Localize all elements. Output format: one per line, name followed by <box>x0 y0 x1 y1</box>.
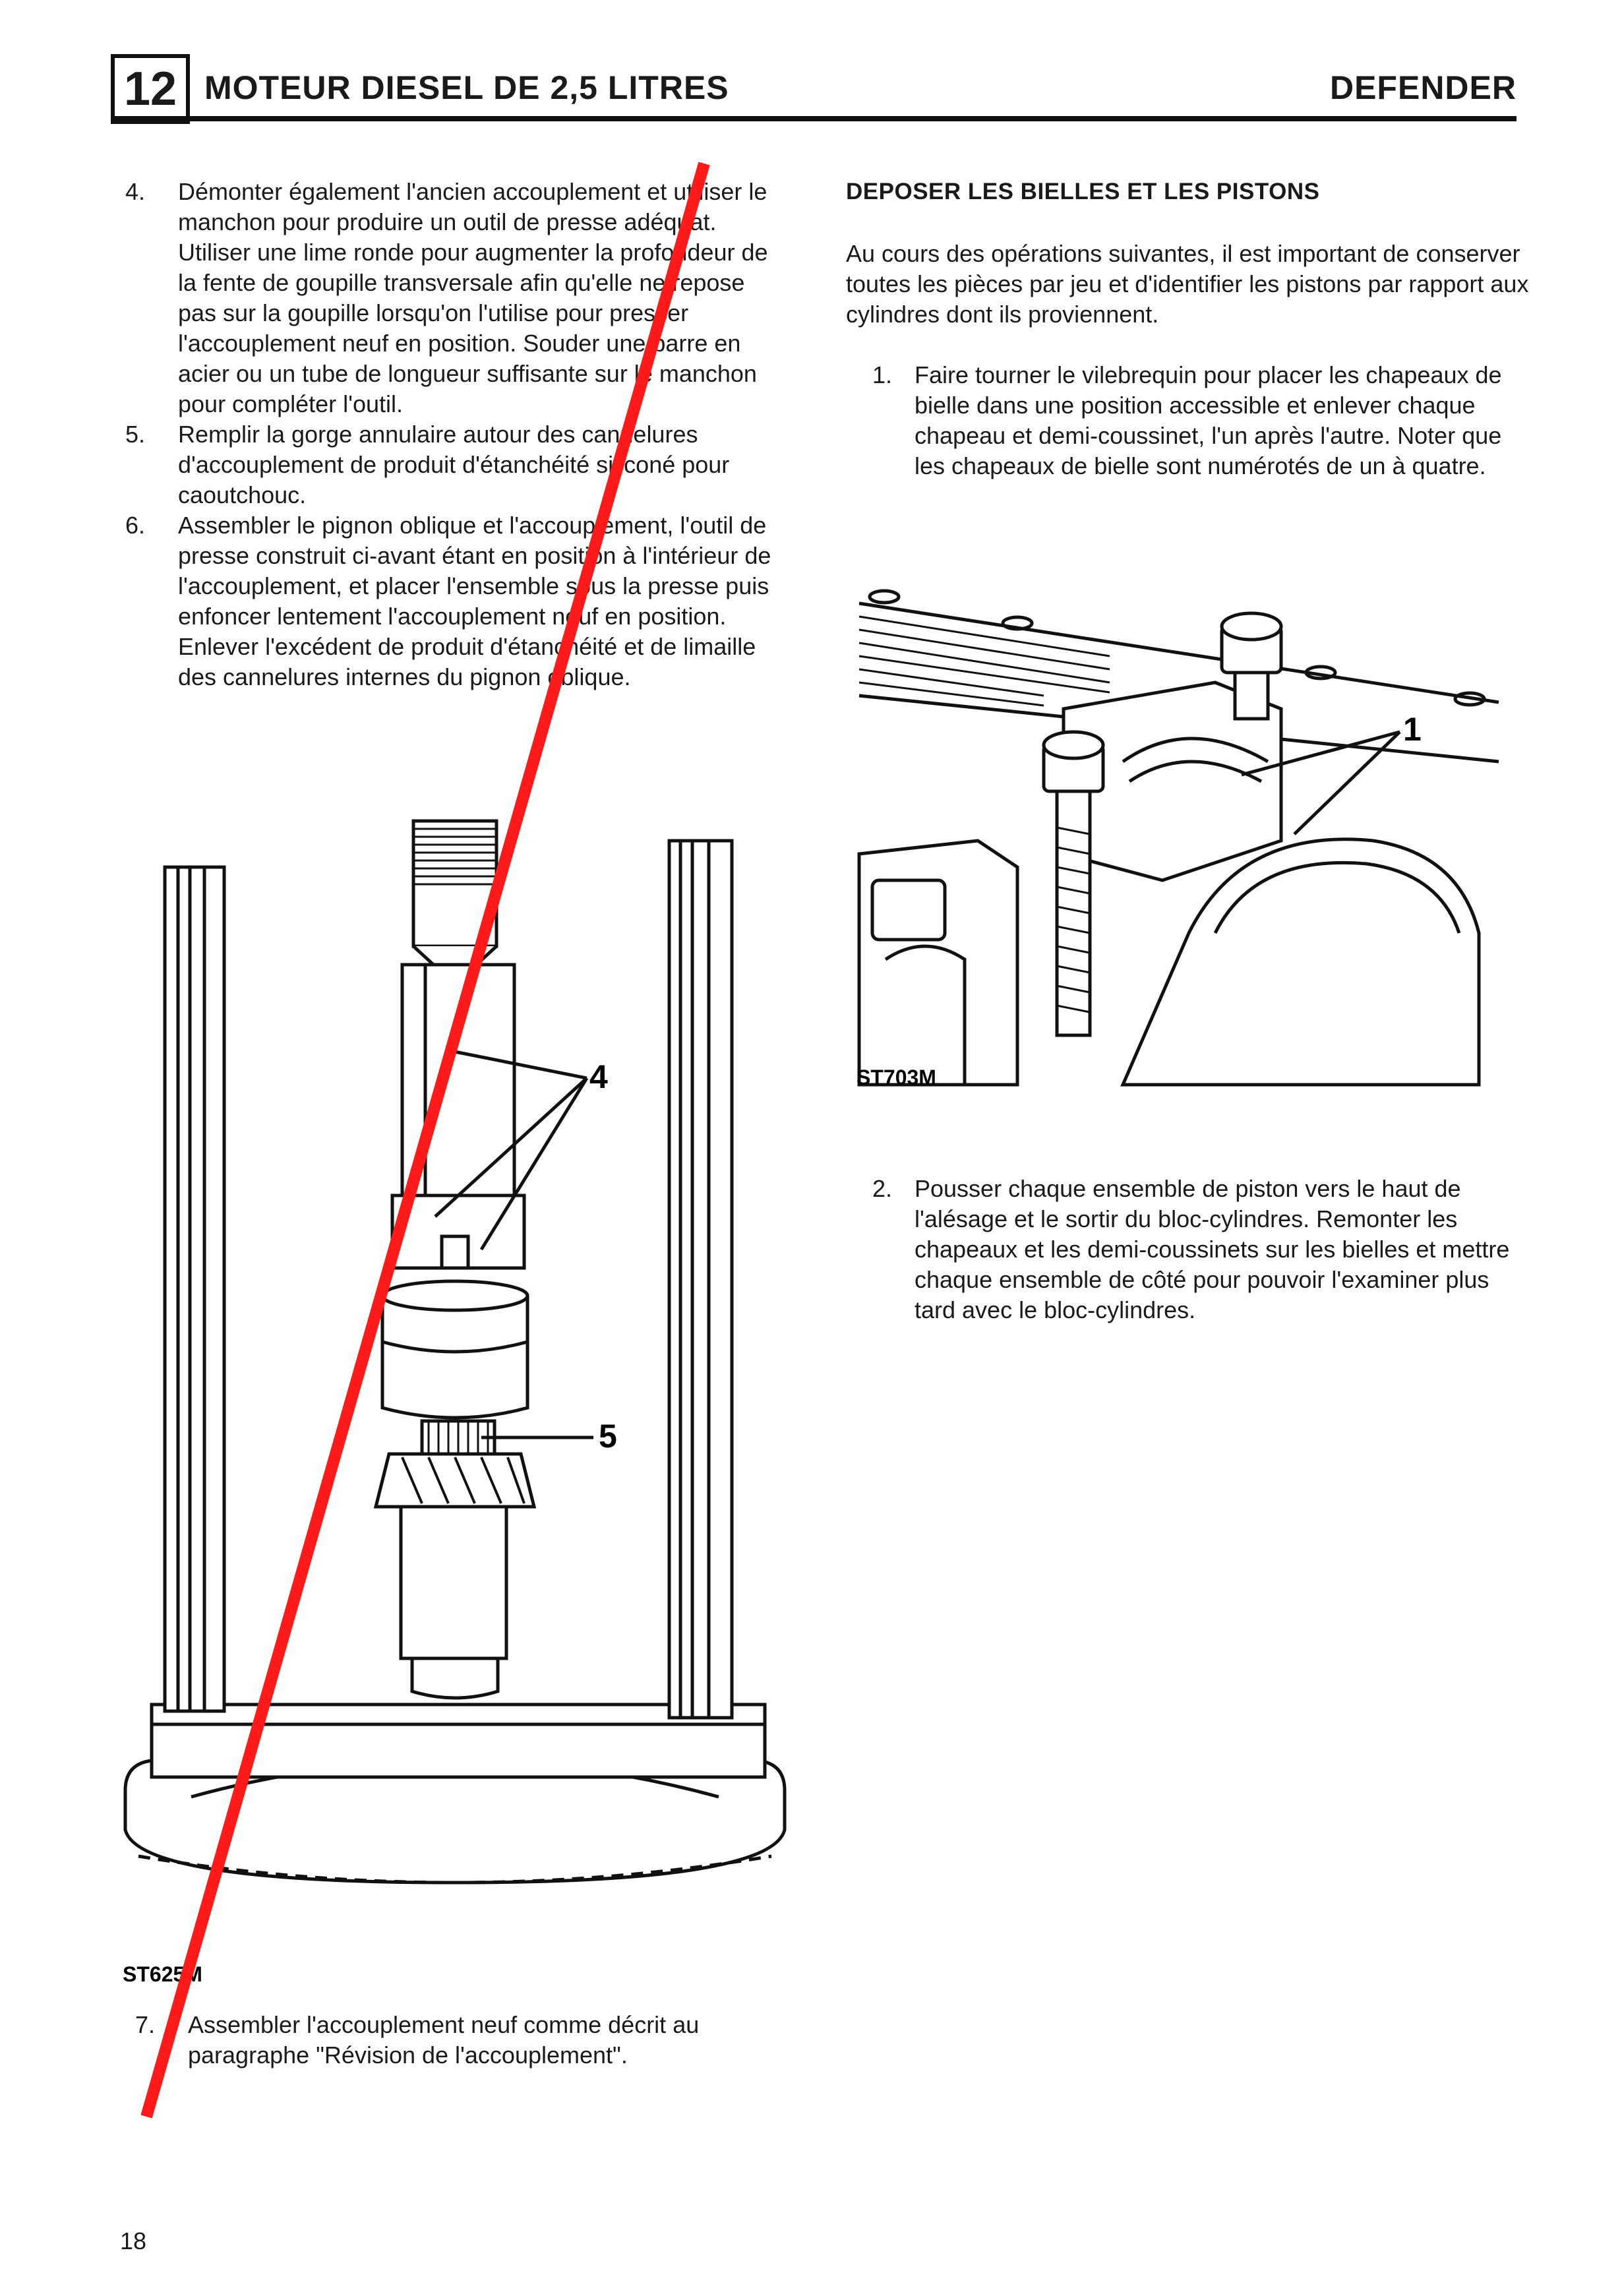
callout-5: 5 <box>599 1418 617 1455</box>
step-text: Démonter également l'ancien accouplement et utiliser le manchon pour produire un outil de presse adéquat. Utiliser une lime ronde pour augmenter la profondeur de la fente de goupille transversale afin qu'elle ne repose pas sur la goupille lorsqu'on l'utilise pour presser l'accouplement neuf en position. Souder une barre en acier ou un tube de longueur suffisante sur le manchon pour compléter l'outil. <box>178 178 768 417</box>
page-number: 18 <box>120 2227 147 2254</box>
brand-title: DEFENDER <box>1329 69 1517 106</box>
step-number: 4. <box>125 178 146 205</box>
step-number: 7. <box>135 2011 156 2038</box>
callout-4: 4 <box>589 1058 608 1095</box>
step-text: Pousser chaque ensemble de piston vers le haut de l'alésage et le sortir du bloc-cylindres. Remonter les chapeaux et les demi-coussinets sur les bielles et mettre chaque ensemble de côté pour pouvoir l'examiner plus tard avec le bloc-cylindres. <box>915 1175 1510 1323</box>
step-number: 1. <box>872 361 893 388</box>
intro-paragraph: Au cours des opérations suivantes, il est important de conserver toutes les pièces par jeu et d'identifier les pistons par rapport aux cylindres dont ils proviennent. <box>846 240 1529 328</box>
page-title: MOTEUR DIESEL DE 2,5 LITRES <box>204 69 729 106</box>
step-text: Faire tourner le vilebrequin pour placer les chapeaux de bielle dans une position accessible et enlever chaque chapeau et demi-coussinet, l'un après l'autre. Noter que les chapeaux de bielle sont numérotés de un à quatre. <box>915 361 1502 479</box>
step-text: Remplir la gorge annulaire autour des cannelures d'accouplement de produit d'étanchéité siliconé pour caoutchouc. <box>178 421 730 508</box>
step-number: 2. <box>872 1175 893 1202</box>
figure-label-st703m: ST703M <box>856 1066 936 1089</box>
figure-label-st625m: ST625M <box>123 1962 202 1986</box>
step-text: Assembler le pignon oblique et l'accouplement, l'outil de presse construit ci-avant étant en position à l'intérieur de l'accouplement, et placer l'ensemble sous la presse puis enfoncer lentement l'accouplement neuf en position. Enlever l'excédent de produit d'étanchéité et de limaille des cannelures internes du pignon oblique. <box>178 512 771 690</box>
step-number: 6. <box>125 512 146 539</box>
step-text: Assembler l'accouplement neuf comme décrit au paragraphe "Révision de l'accouplement". <box>188 2011 700 2069</box>
callout-1: 1 <box>1403 711 1422 748</box>
strike-line <box>146 164 704 2117</box>
section-heading: DEPOSER LES BIELLES ET LES PISTONS <box>846 179 1320 204</box>
section-number: 12 <box>123 63 177 115</box>
step-number: 5. <box>125 421 146 448</box>
